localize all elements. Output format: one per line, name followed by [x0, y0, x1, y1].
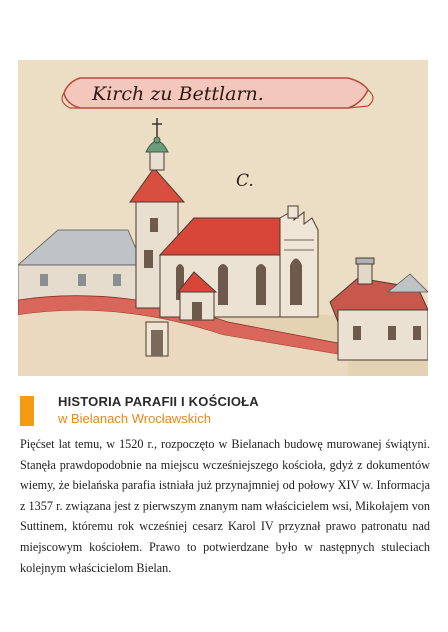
- section-heading: [58, 394, 259, 427]
- section-accent-bar: [20, 396, 34, 426]
- banner-text: Kirch zu Bettlarn.: [92, 83, 264, 105]
- church-illustration: [18, 60, 428, 376]
- section-title: HISTORIA PARAFII I KOŚCIOŁA: [58, 394, 259, 409]
- church-drawing: [18, 60, 428, 376]
- letter-mark: C.: [236, 171, 254, 191]
- body-paragraph: Pięćset lat temu, w 1520 r., rozpoczęto w Bielanach budowę murowanej świątyni. Stanęła prawdopodobnie na miejscu wcześniejszego kościoła, gdyż z dokumentów wiemy, że bielańska parafia istniała już przynajmniej od połowy XIV w. Informacja z 1357 r. związana jest z pierwszym znanym nam właścicielem wsi, Mikołajem von Suttinem, któremu rok wcześniej cesarz Karol IV przyznał prawo patronatu nad miejscowym kościołem. Prawo to potwierdzane było w następnych stuleciach kolejnym właścicielom Bielan.: [20, 437, 430, 575]
- section-subtitle: w Bielanach Wrocławskich: [58, 411, 211, 426]
